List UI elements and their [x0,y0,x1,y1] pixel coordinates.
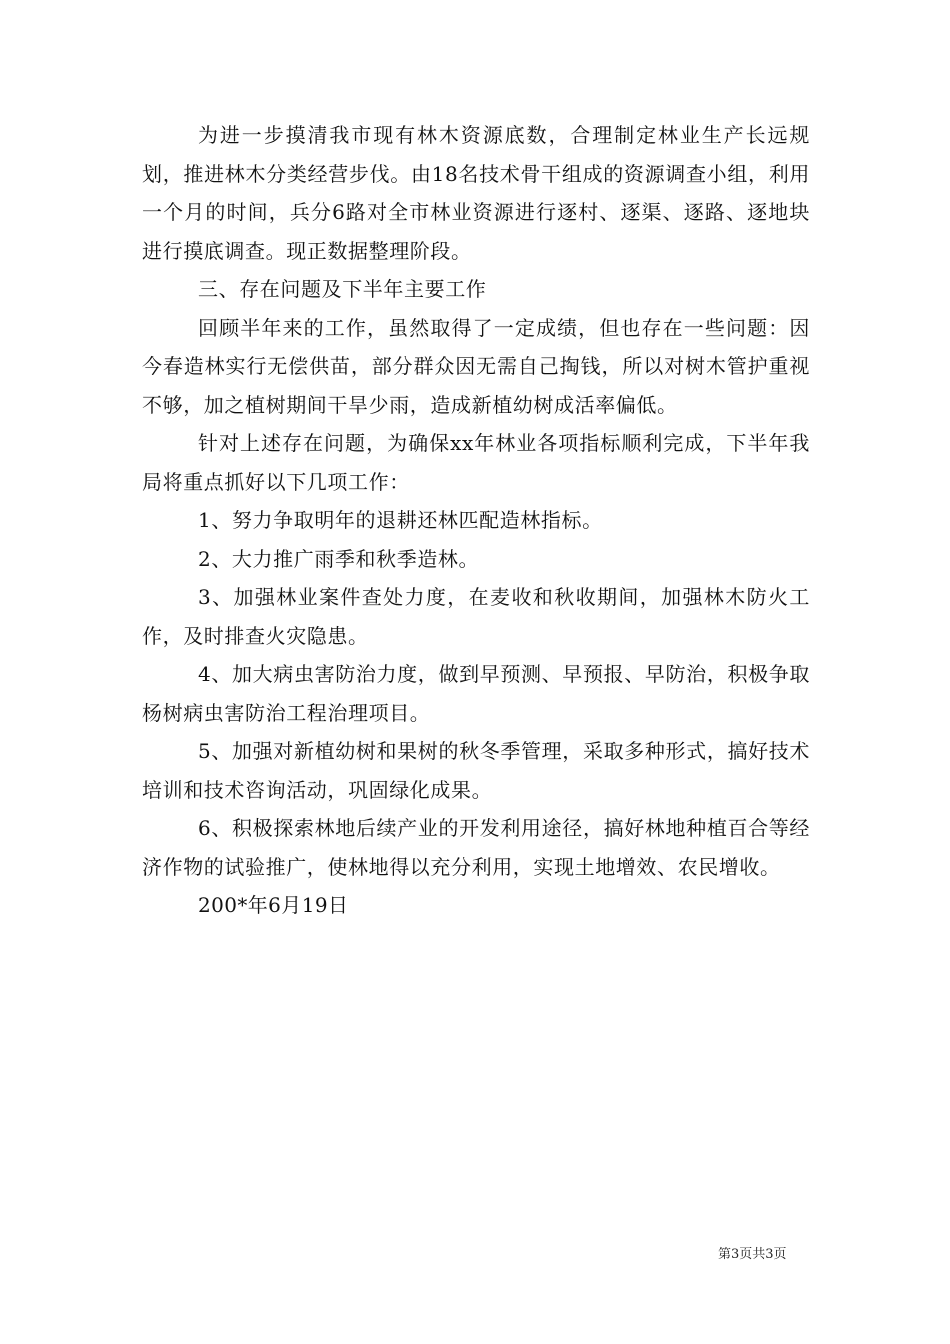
paragraph-resource-survey: 为进一步摸清我市现有林木资源底数，合理制定林业生产长远规划，推进林木分类经营步伐。由18名技术骨干组成的资源调查小组，利用一个月的时间，兵分6路对全市林业资源进行逐村、逐渠、逐路、逐地块进行摸底调查。现正数据整理阶段。 [142,123,810,263]
section-heading-problems-and-plans: 三、存在问题及下半年主要工作 [198,277,487,301]
paragraph-problems-review: 回顾半年来的工作，虽然取得了一定成绩，但也存在一些问题：因今春造林实行无偿供苗，部分群众因无需自己掏钱，所以对树木管护重视不够，加之植树期间干旱少雨，造成新植幼树成活率偏低。 [142,315,810,417]
task-item-2: 2、大力推广雨季和秋季造林。 [198,546,480,571]
paragraph-plan-intro: 针对上述存在问题，为确保xx年林业各项指标顺利完成，下半年我局将重点抓好以下几项工作： [142,431,810,494]
document-date: 200*年6月19日 [198,893,349,917]
task-item-5: 5、加强对新植幼树和果树的秋冬季管理，采取多种形式，搞好技术培训和技术咨询活动，巩固绿化成果。 [142,739,810,802]
task-item-3: 3、加强林业案件查处力度，在麦收和秋收期间，加强林木防火工作，及时排查火灾隐患。 [142,585,810,648]
task-item-6: 6、积极探索林地后续产业的开发利用途径，搞好林地种植百合等经济作物的试验推广，使林地得以充分利用，实现土地增效、农民增收。 [142,816,810,879]
task-item-1: 1、努力争取明年的退耕还林匹配造林指标。 [198,508,603,532]
task-item-4: 4、加大病虫害防治力度，做到早预测、早预报、早防治，积极争取杨树病虫害防治工程治理项目。 [142,662,810,725]
page-number-footer: 第3页共3页 [718,1247,787,1262]
document-body [142,116,810,925]
